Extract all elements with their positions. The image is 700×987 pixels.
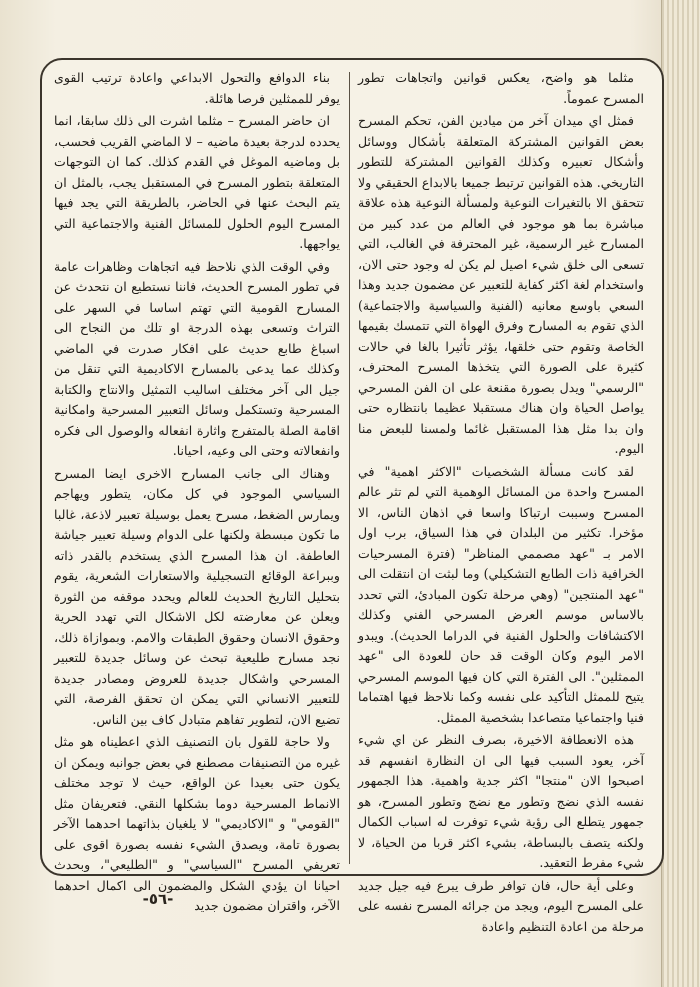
paragraph: ان حاضر المسرح – مثلما اشرت الى ذلك سابقا، انما يحدده لدرجة بعيدة ماضيه – لا الماضي القريب فحسب، بل وماضيه الموغل في القدم كذلك. كما ان التوجهات المتعلقة بتطور المسرح في المستقبل يجب، بالمثل ان يتم البحث عنها في الحاضر، بالطريقة التي يجد فيها المسرح اليوم الحلول للمسائل الفنية والاجتماعية التي يواجهها. xyxy=(54,113,340,251)
paragraph: وفي الوقت الذي نلاحظ فيه اتجاهات وظاهرات عامة في تطور المسرح الحديث، فاننا نستطيع ان نتحدث عن المسارح القومية التي تهتم اساسا في السهر على التراث وتسعى بهذه الدرجة او تلك من النجاح الى اسباغ طابع حديث على افكار صدرت في الماضي وكذلك عما يدعى بالمسارح الاكاديمية التي تنقل من جيل الى آخر مختلف اساليب التمثيل والانتاج والكتابة المسرحية وتستكمل وسائل التعبير المسرحية وامكانية اقامة الصلة بالمتفرج واثارة انفعاله والوصول الى فكره وانفعالاته وحتى الى وعيه، احيانا. xyxy=(54,258,340,458)
paragraph: ولا حاجة للقول بان التصنيف الذي اعطيناه هو مثل غيره من التصنيفات مصطنع في بعض جوانبه ويمكن ان يكون حتى بعيدا عن الواقع، حيث لا توجد مختلف الانماط المسرحية دوما بشكلها النقي. فتعريفان مثل "القومي" و "الاكاديمي" لا يلغيان بذاتهما احدهما الآخر بصورة تامة، ويصدق الشيء نفسه بصورة اقوى على تعريفي المسرح "السياسي" و "الطليعي"، وبحدث احيانا ان يؤدي الشكل والمضمون الى اكمال احدهما الآخر، واقتران مضمون جديد xyxy=(54,734,340,913)
column-divider xyxy=(349,72,350,864)
paragraph: بناء الدوافع والتحول الابداعي واعادة ترتيب القوى يوفر للممثلين فرصا هائلة. xyxy=(54,70,340,106)
page-number: -٥٦- xyxy=(142,890,174,908)
paragraph: فمثل اي ميدان آخر من ميادين الفن، تحكم المسرح بعض القوانين المشتركة المتعلقة بأشكال ووسائل وأشكال تعبيره وكذلك القوانين المشتركة للتطور التاريخي. هذه القوانين ترتبط جميعا بالابداع الحقيقي ولا تتحقق الا بالتغيرات النوعية ولمسألة النوعية هذه علاقة مباشرة بما هو موجود في العالم من عدد كبير من المسارح غير الرسمية، غير المحترفة في الغالب، التي تسعى الى خلق شيء اصيل لم يكن له وجود حتى الان، واستخدام لغة اكثر كفاية للتعبير عن مضمون جديد وهذا السعي باوسع معانيه (الفنية والسياسية والاجتماعية) الذي تقوم به المسارح وفرق الهواة التي تتمسك بقيمها الخاصة وتقوم حتى خلقها، يؤثر تأثيرا بالغا في حالات كثيرة على الصورة التي يتخذها المسرح المحترف، "الرسمي" ويدل بصورة مقنعة على ان الفن المسرحي يواصل الحياة وان هناك مستقبلا عظيما بانتظاره حتى وان بدا مثل هذا المستقبل غائما ولمسنا للبعض منا اليوم. xyxy=(358,113,644,456)
paragraph: مثلما هو واضح، يعكس قوانين واتجاهات تطور المسرح عموماً. xyxy=(358,70,644,106)
paragraph: وعلى أية حال، فان توافر طرف يبرع فيه جيل جديد على المسرح اليوم، ويجد من جرائه المسرح نفسه على مرحلة من اعادة التنظيم واعادة xyxy=(358,877,644,934)
paragraph: وهناك الى جانب المسارح الاخرى ايضا المسرح السياسي الموجود في كل مكان، يتطور ويهاجم ويمارس الضغط، مسرح يعمل بوسيلة تعبير لاذعة، غالبا ما تكون مبسطة ولكنها على الدوام وسيلة تعبير جياشة العاطفة. ان هذا المسرح الذي يستخدم بالقدر ذاته وببراعة الوقائع التسجيلية والاستعارات الشعرية، يقوم بتحليل التاريخ الحديث للعالم ويحدد موقفه من الثورة ويعلن عن معارضته لكل الاشكال التي تهدد الحرية وحقوق الانسان وحقوق الطبقات والامم. وبموازاة ذلك، نجد مسارح طليعية تبحث عن وسائل جديدة للتعبير المسرحي واشكال جديدة للعروض ومصادر جديدة للتعبير الانساني التي يمكن ان تحقق الفرصة، التي تضيع الان، لتطوير تفاهم متبادل كاف بين الناس. xyxy=(54,465,340,727)
paragraph: لقد كانت مسألة الشخصيات "الاكثر اهمية" في المسرح واحدة من المسائل الوهمية التي لم تثر عالم المسرح وسببت ارتباكا واسعا في اذهان الناس، الا مؤخرا. تكثير من البلدان في هذا السياق، برب اول الامر بـ "عهد مصممي المناظر" (فترة المسرحيات الخرافية ذات الطابع التشكيلي) وما لبثت ان انتقلت الى "عهد المنتجين" (وهي مرحلة تكون المبادئ، التي تحدد بالاساس موسم العرض المسرحي الفني وكذلك الاكتشافات والحلول الفنية في الدراما الحديث). ويبدو الامر اليوم وكان الوقت قد حان للعودة الى "عهد الممثلين". الى الفترة التي كان فيها الموسم المسرحي يتيح للممثل التأكيد على نفسه وكما نلاحظ فيها اهتماما فنيا واجتماعيا متصاعدا بشخصية الممثل. xyxy=(358,463,644,725)
right-column xyxy=(358,68,644,934)
paragraph: هذه الانعطافة الاخيرة، بصرف النظر عن اي شيء آخر، يعود السبب فيها الى ان النظارة انفسهم قد اصبحوا الان "منتجا" اكثر جدية واهمية. هذا الجمهور نفسه الذي نضج وتطور مع نضج وتطور المسرح، هو جمهور يتطلع الى رؤية شيء توفرت له اسباب الكمال ولكنه يتصف بالبساطة، بشيء اكثر قربا من الحياة، لا شيء مفرط التعقيد. xyxy=(358,732,644,870)
page-edge-stack xyxy=(661,0,700,987)
